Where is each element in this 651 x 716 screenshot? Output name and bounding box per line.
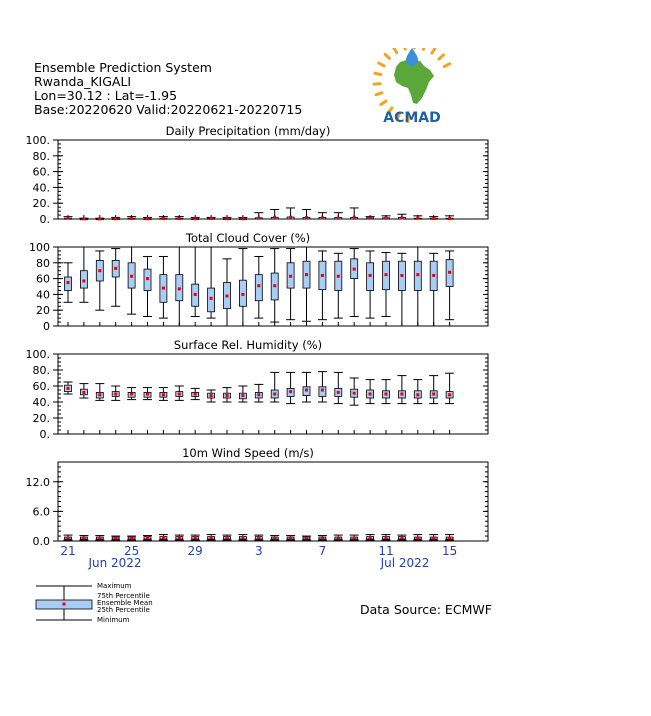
mean-marker: [130, 217, 133, 220]
chart-title: Ensemble Prediction System: [34, 60, 212, 75]
legend-25th: 25th Percentile: [97, 606, 150, 614]
mean-marker: [257, 536, 260, 539]
y-tick-label: 100.: [25, 134, 50, 147]
mean-marker: [226, 394, 229, 397]
mean-marker: [416, 217, 419, 220]
y-tick-label: 60.: [32, 380, 50, 393]
mean-marker: [67, 217, 70, 220]
panel-frame: [58, 140, 488, 219]
mean-marker: [353, 216, 356, 219]
mean-marker: [241, 536, 244, 539]
mean-marker: [385, 273, 388, 276]
mean-marker: [337, 391, 340, 394]
legend-75th: 75th Percentile: [97, 592, 150, 600]
x-day-label: 3: [254, 544, 263, 558]
mean-marker: [82, 537, 85, 540]
mean-marker: [448, 271, 451, 274]
mean-marker: [146, 217, 149, 220]
y-tick-label: 80: [36, 256, 50, 270]
mean-marker: [178, 536, 181, 539]
mean-marker: [385, 393, 388, 396]
mean-marker: [305, 537, 308, 540]
mean-marker: [210, 394, 213, 397]
x-month-label: Jul 2022: [380, 556, 430, 570]
mean-marker: [369, 274, 372, 277]
mean-marker: [210, 217, 213, 220]
mean-marker: [146, 536, 149, 539]
mean-marker: [305, 216, 308, 219]
mean-marker: [67, 281, 70, 284]
mean-marker: [82, 391, 85, 394]
y-tick-label: 40: [36, 288, 50, 302]
x-day-label: 21: [60, 544, 76, 558]
mean-marker: [432, 217, 435, 220]
mean-marker: [305, 389, 308, 392]
y-tick-label: 80.: [32, 364, 50, 377]
mean-marker: [321, 216, 324, 219]
y-tick-label: 100.: [25, 348, 50, 361]
y-tick-label: 60: [36, 272, 50, 286]
mean-marker: [226, 217, 229, 220]
mean-marker: [353, 392, 356, 395]
panel-title: 10m Wind Speed (m/s): [182, 446, 314, 460]
y-tick-label: 20: [36, 304, 50, 318]
mean-marker: [337, 275, 340, 278]
mean-marker: [130, 537, 133, 540]
mean-marker: [178, 287, 181, 290]
x-day-label: 15: [441, 544, 458, 558]
mean-marker: [114, 217, 117, 220]
mean-marker: [400, 274, 403, 277]
mean-marker: [162, 217, 165, 220]
mean-marker: [400, 536, 403, 539]
x-month-label: Jun 2022: [88, 556, 142, 570]
iqr-box: [80, 271, 87, 288]
mean-marker: [82, 279, 85, 282]
mean-marker: [130, 275, 133, 278]
mean-marker: [146, 393, 149, 396]
y-tick-label: 6.0: [32, 505, 50, 519]
mean-marker: [114, 393, 117, 396]
legend-minimum: Minimum: [97, 616, 130, 624]
y-tick-label: 40.: [32, 396, 50, 409]
mean-marker: [194, 217, 197, 220]
y-tick-label: 0: [43, 320, 50, 333]
mean-marker: [400, 393, 403, 396]
mean-marker: [67, 537, 70, 540]
y-tick-label: 20.: [32, 197, 50, 211]
acmad-logo-text: ACMAD: [383, 110, 441, 126]
mean-marker: [114, 267, 117, 270]
mean-marker: [289, 390, 292, 393]
mean-marker: [353, 537, 356, 540]
coordinates-label: Lon=30.12 : Lat=-1.95: [34, 88, 178, 103]
mean-marker: [432, 537, 435, 540]
mean-marker: [257, 217, 260, 220]
mean-marker: [241, 217, 244, 220]
iqr-box: [319, 387, 326, 397]
y-tick-label: 0.0: [32, 535, 50, 548]
panel-title: Daily Precipitation (mm/day): [165, 124, 331, 138]
panel-frame: [58, 462, 488, 541]
mean-marker: [226, 536, 229, 539]
mean-marker: [432, 393, 435, 396]
mean-marker: [178, 217, 181, 220]
mean-marker: [416, 537, 419, 540]
mean-marker: [369, 217, 372, 220]
mean-marker: [273, 537, 276, 540]
mean-marker: [416, 273, 419, 276]
x-day-label: 11: [378, 544, 394, 558]
mean-marker: [130, 393, 133, 396]
mean-marker: [321, 274, 324, 277]
mean-marker: [98, 393, 101, 396]
mean-marker: [273, 393, 276, 396]
iqr-box: [255, 275, 262, 301]
mean-marker: [321, 389, 324, 392]
mean-marker: [337, 217, 340, 220]
mean-marker: [194, 536, 197, 539]
mean-marker: [289, 537, 292, 540]
legend-mean: Ensemble Mean: [97, 599, 153, 607]
y-tick-label: 0.: [39, 213, 50, 226]
y-tick-label: 100: [29, 241, 50, 254]
x-day-label: 25: [123, 544, 140, 558]
mean-marker: [353, 268, 356, 271]
legend-maximum: Maximum: [97, 582, 132, 590]
mean-marker: [241, 394, 244, 397]
mean-marker: [273, 284, 276, 287]
y-tick-label: 40.: [32, 181, 50, 195]
mean-marker: [448, 393, 451, 396]
mean-marker: [448, 217, 451, 220]
x-day-label: 29: [187, 544, 203, 558]
y-tick-label: 12.0: [25, 475, 50, 489]
mean-marker: [210, 536, 213, 539]
mean-marker: [337, 537, 340, 540]
data-source: Data Source: ECMWF: [360, 602, 492, 617]
panel-title: Surface Rel. Humidity (%): [173, 338, 323, 352]
y-tick-label: 80.: [32, 149, 50, 163]
mean-marker: [369, 393, 372, 396]
mean-marker: [194, 393, 197, 396]
mean-marker: [162, 287, 165, 290]
mean-marker: [241, 293, 244, 296]
mean-marker: [305, 273, 308, 276]
mean-marker: [162, 393, 165, 396]
iqr-box: [208, 288, 215, 312]
dates-label: Base:20220620 Valid:20220621-20220715: [34, 102, 303, 117]
mean-marker: [98, 269, 101, 272]
mean-marker: [400, 216, 403, 219]
mean-marker: [162, 536, 165, 539]
mean-marker: [385, 217, 388, 220]
mean-marker: [385, 536, 388, 539]
mean-marker: [289, 216, 292, 219]
mean-marker: [98, 217, 101, 220]
mean-marker: [257, 393, 260, 396]
mean-marker: [257, 284, 260, 287]
y-tick-label: 20.: [32, 412, 50, 425]
mean-marker: [369, 536, 372, 539]
mean-marker: [448, 537, 451, 540]
mean-marker: [416, 393, 419, 396]
mean-marker: [194, 293, 197, 296]
x-day-label: 7: [318, 544, 327, 558]
mean-marker: [67, 387, 70, 390]
y-tick-label: 60.: [32, 165, 50, 179]
mean-marker: [226, 294, 229, 297]
panel-title: Total Cloud Cover (%): [185, 231, 311, 245]
mean-marker: [432, 274, 435, 277]
mean-marker: [114, 537, 117, 540]
mean-marker: [210, 297, 213, 300]
mean-marker: [273, 216, 276, 219]
mean-marker: [321, 537, 324, 540]
location-label: Rwanda_KIGALI: [34, 74, 132, 89]
mean-marker: [178, 393, 181, 396]
legend-mean-marker: [63, 603, 66, 606]
mean-marker: [289, 275, 292, 278]
mean-marker: [98, 537, 101, 540]
y-tick-label: 0.: [39, 428, 50, 441]
mean-marker: [146, 277, 149, 280]
mean-marker: [82, 217, 85, 220]
